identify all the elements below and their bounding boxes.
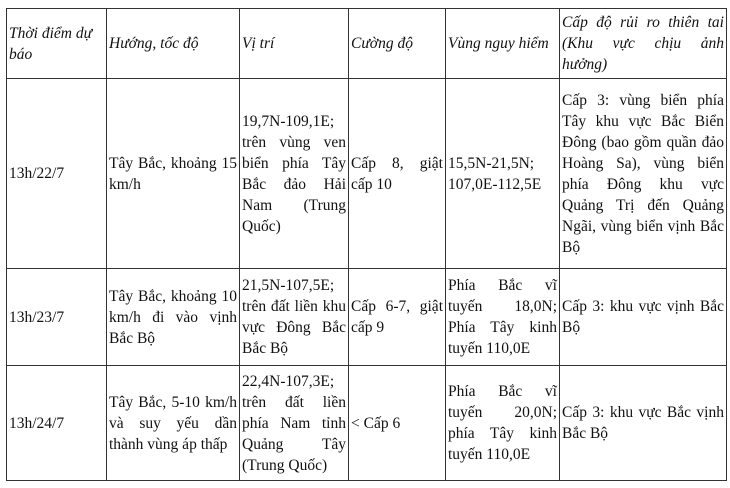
forecast-table — [6, 8, 727, 481]
header-direction: Hướng, tốc độ — [107, 9, 240, 79]
cell-position: 19,7N-109,1E; trên vùng ven biển phía Tây Bắc đảo Hải Nam (Trung Quốc) — [240, 79, 349, 269]
cell-danger-zone: Phía Bắc vĩ tuyến 20,0N; phía Tây kinh tuyến 110,0E — [446, 366, 560, 481]
cell-risk: Cấp 3: khu vực Bắc vịnh Bắc Bộ — [560, 366, 727, 481]
cell-risk: Cấp 3: vùng biển phía Tây khu vực Bắc Biển Đông (bao gồm quần đảo Hoàng Sa), vùng biển phía Đông khu vực Quảng Trị đến Quảng Ngãi, vùng biển vịnh Bắc Bộ — [560, 79, 727, 269]
cell-position: 22,4N-107,3E; trên đất liền phía Nam tỉnh Quảng Tây (Trung Quốc) — [240, 366, 349, 481]
cropped-top-caption — [0, 0, 730, 8]
cell-risk: Cấp 3: khu vực vịnh Bắc Bộ — [560, 269, 727, 366]
header-risk: Cấp độ rủi ro thiên tai (Khu vực chịu ảnh hưởng) — [560, 9, 727, 79]
cell-time: 13h/23/7 — [7, 269, 107, 366]
cell-intensity: Cấp 8, giật cấp 10 — [349, 79, 446, 269]
table-row — [7, 366, 727, 481]
cell-intensity: Cấp 6-7, giật cấp 9 — [349, 269, 446, 366]
cell-direction: Tây Bắc, khoảng 15 km/h — [107, 79, 240, 269]
table-header-row — [7, 9, 727, 79]
header-position: Vị trí — [240, 9, 349, 79]
cell-direction: Tây Bắc, khoảng 10 km/h đi vào vịnh Bắc Bộ — [107, 269, 240, 366]
header-intensity: Cường độ — [349, 9, 446, 79]
cell-time: 13h/24/7 — [7, 366, 107, 481]
cell-danger-zone: Phía Bắc vĩ tuyến 18,0N; Phía Tây kinh tuyến 110,0E — [446, 269, 560, 366]
cell-danger-zone: 15,5N-21,5N; 107,0E-112,5E — [446, 79, 560, 269]
header-danger-zone: Vùng nguy hiểm — [446, 9, 560, 79]
table-row — [7, 79, 727, 269]
cell-direction: Tây Bắc, 5-10 km/h và suy yếu dần thành vùng áp thấp — [107, 366, 240, 481]
header-time: Thời điểm dự báo — [7, 9, 107, 79]
cell-time: 13h/22/7 — [7, 79, 107, 269]
cropped-bottom-text — [0, 482, 730, 488]
table-row — [7, 269, 727, 366]
cell-intensity: < Cấp 6 — [349, 366, 446, 481]
cell-position: 21,5N-107,5E; trên đất liền khu vực Đông Bắc Bắc Bộ — [240, 269, 349, 366]
